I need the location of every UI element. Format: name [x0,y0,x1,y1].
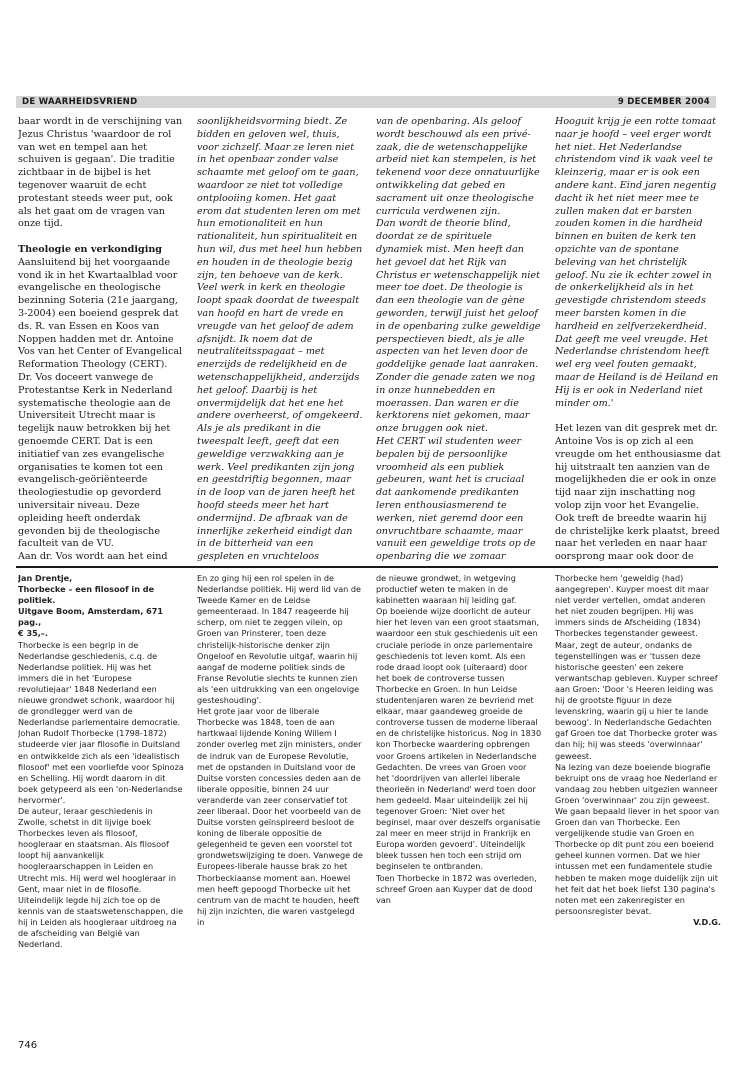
review-paragraph: De auteur, leraar geschiedenis in Zwolle, schetst in dit lijvige boek Thorbeckes leven als filosoof, hoogleraar en staatsman. Als filosoof loopt hij aanvankelijk hoogleraarschappen in Leiden en Utrecht mis. Hij werd wel hoogleraar in Gent, maar niet in de filosofie. Uiteindelijk legde hij zich toe op de kennis van de staatswetenschappen, die hij in Leiden als hoogleraar uitdroeg na de afscheiding van België van Nederland. [18,805,184,950]
review-paragraph: de nieuwe grondwet, in wetgeving productief weten te maken in de kabinetten waaraan hij leiding gaf. [376,573,517,606]
review-paragraph: Thorbecke is een begrip in de Nederlandse geschiedenis, c.q. de Nederlandse politiek. Hij was het immers die in het 'Europese revolutiejaar' 1848 Nederland een nieuwe grondwet schonk, waardoor hij de grondlegger werd van de Nederlandse parlementaire democratie. Johan Rudolf Thorbecke (1798-1872) studeerde vier jaar filosofie in Duitsland en ontwikkelde zich als een 'idealistisch filosoof' met een voorliefde voor Spinoza en Schelling. Hij wordt daarom in dit boek getypeerd als een 'on-Nederlandse hervormer'. [18,639,184,805]
book-publisher: Uitgave Boom, Amsterdam, 671 pag., [18,606,164,628]
review-column-3 [376,573,542,1035]
review-paragraph: Toen Thorbecke in 1872 was overleden, schreef Groen aan Kuyper dat de dood van [376,872,537,905]
interview-answer: soonlijkheidsvorming biedt. Ze bidden en geloven wel, thuis, voor zichzelf. Maar ze leren niet in het openbaar zonder valse schaamte met geloof om te gaan, waardoor ze niet tot volledige ontplooiing komen. Het gaat erom dat studenten leren om met hun emotionaliteit en hun rationaliteit, hun spiritualiteit en hun wil, dus met heel hun hebben en houden in de theologie bezig zijn, ten behoeve van de kerk. [197,116,363,281]
article-column-4 [555,116,721,563]
article-column-2 [197,116,363,563]
paragraph: baar wordt in de verschijning van Jezus Christus 'waardoor de rol van wet en tempel aan het schuiven is gegaan'. Die traditie zichtbaar in de bijbel is het tegenover waaruit de echt protestant steeds weer put, ook als het gaat om de vragen van onze tijd. [18,116,183,230]
issue-date: 9 DECEMBER 2004 [617,97,710,107]
article-column-1 [18,116,184,563]
interview-answer: van de openbaring. Als geloof wordt beschouwd als een privé-zaak, die de wetenschappelijke arbeid niet kan stempelen, is het tekenend voor deze onnatuurlijke ontwikkeling dat gebed en sacrament uit onze theologische curricula verdwenen zijn. [376,116,540,217]
interview-answer: Het CERT wil studenten weer bepalen bij de persoonlijke vroomheid als een publiek gebeuren, want het is cruciaal dat aankomende predikanten leren enthousiasmerend te werken, niet geremd door een onvruchtbare schaamte, maar vanuit een geweldige trots op de openbaring die we zomaar [376,435,536,563]
publication-name: DE WAARHEIDSVRIEND [22,97,138,107]
interview-answer: Als je als predikant in die tweespalt leeft, geeft dat een geweldige verzwakking aan je werk. Veel predikanten zijn jong en geestdriftig begonnen, maar in de loop van de jaren heeft het hoofd steeds meer het hart ondermijnd. De afbraak van de innerlijke zekerheid eindigt dan in de bitterheid van een gespleten en vruchteloos [197,423,356,563]
review-column-2 [197,573,363,1035]
interview-answer: Hooguit krijg je een rotte tomaat naar je hoofd – veel erger wordt het niet. Het Nederlandse christendom vind ik vaak veel te kleinzerig, maar er is ook een andere kant. Eind jaren negentig dacht ik het niet meer mee te zullen maken dat er barsten zouden komen in die hardheid binnen en buiten de kerk ten opzichte van de spontane beleving van het christelijk geloof. Nu zie ik echter zowel in de onkerkelijkheid als in het gevestigde christendom steeds meer barsten komen in die hardheid en zelfverzekerdheid. Dat geeft me veel vreugde. Het Nederlandse christendom heeft wel erg veel fouten gemaakt, maar de Heiland is dé Heiland en Hij is er ook in Nederland niet minder om.' [555,116,719,409]
section-divider [16,566,718,568]
review-paragraph: Het grote jaar voor de liberale Thorbecke was 1848, toen de aan hartkwaal lijdende Koning Willem I zonder overleg met zijn ministers, onder de indruk van de Europese Revolutie, met de opstanden in Duitsland voor de Duitse vorsten concessies deden aan de liberale oppositie, binnen 24 uur veranderde van zeer conservatief tot zeer liberaal. Door het voorbeeld van de Duitse vorsten geïnspireerd besloot de koning de liberale oppositie de gelegenheid te geven een voorstel tot grondwetswijziging te doen. Vanwege de Europees-liberale hausse brak zo het Thorbeckiaanse moment aan. Hoewel men heeft gepoogd Thorbecke uit het centrum van de macht te houden, heeft hij zijn inzichten, die waren vastgelegd in [197,706,363,927]
reviewer-initials: V.D.G. [693,916,721,927]
page-header-bar [16,96,716,108]
interview-answer: Veel werk in kerk en theologie loopt spaak doordat de tweespalt van hoofd en hart de vrede en vreugde van het geloof de adem afsnijdt. Ik noem dat de neutraliteitsspagaat – met enerzijds de redelijkheid en de wetenschappelijkheid, anderzijds het geloof. Daarbij is het onvermijdelijk dat het ene het andere overheerst, of omgekeerd. [197,282,363,422]
page-number: 746 [18,1040,38,1051]
interview-answer: Dan wordt de theorie blind, doordat ze de spirituele dynamiek mist. Men heeft dan het gevoel dat het Rijk van Christus er wetenschappelijk niet meer toe doet. De theologie is dan een theologie van de gène geworden, terwijl juist het geloof in de openbaring zulke geweldige perspectieven biedt, als je alle aspecten van het leven door de goddelijke genade laat aanraken. Zonder die genade zaten we nog in onze hunnebedden en moerassen. Dan waren er die kerktorens niet gekomen, maar onze bruggen ook niet. [376,218,541,435]
book-author: Jan Drentje, [18,573,73,583]
review-column-1 [18,573,184,1035]
review-paragraph: Op boeiende wijze doorlicht de auteur hier het leven van een groot staatsman, waardoor een stuk geschiedenis uit een cruciale periode in onze parlementaire geschiedenis tot leven komt. Als een rode draad loopt ook (uiteraard) door het boek de controverse tussen Thorbecke en Groen. In hun Leidse studentenjaren waren ze bevriend met elkaar, maar gaandeweg groeide de controverse tussen de moderne liberaal en de christelijke historicus. Nog in 1830 kon Thorbecke waardering opbrengen voor Groens artikelen in Nederlandsche Gedachten. De vrees van Groen voor het 'doordrijven van allerlei liberale theorieën in Nederland' werd toen door hem gedeeld. Maar uiteindelijk zei hij tegenover Groen: 'Niet over het beginsel, maar over deszelfs organisatie zal meer en meer strijd in Frankrijk en Europa worden gevoerd'. Uiteindelijk bleek tussen hen toch een strijd om beginselen te ontbranden. [376,606,542,872]
review-paragraph: Thorbecke hem 'geweldig (had) aangegrepen'. Kuyper moest dit maar niet verder vertellen, omdat anderen het niet zouden begrijpen. Hij was immers sinds de Afscheiding (1834) Thorbeckes tegenstander geweest. Maar, zegt de auteur, ondanks de tegenstellingen was er 'tussen deze historische geesten' een zekere verwantschap gebleven. Kuyper schreef aan Groen: 'Door 's Heeren leiding was hij de grootste figuur in deze levenskring, waarin gij u hier te lande bewoog'. In Nederlandsche Gedachten gaf Groen toe dat Thorbecke groter was dan hij; hij was steeds 'overwinnaar' geweest. [555,573,718,761]
book-title: Thorbecke – een filosoof in de politiek. [18,584,155,606]
section-heading: Theologie en verkondiging [18,243,163,255]
review-paragraph: Na lezing van deze boeiende biografie bekruipt ons de vraag hoe Nederland er vandaag zou hebben uitgezien wanneer Groen 'overwinnaar' zou zijn geweest. We gaan bepaald liever in het spoor van Groen dan van Thorbecke. Een vergelijkende studie van Groen en Thorbecke op dit punt zou een boeiend geheel kunnen vormen. Dat we hier intussen met een fundamentele studie hebben te maken moge duidelijk zijn uit het feit dat het boek liefst 130 pagina's noten met een zakenregister en persoonsregister bevat. [555,761,719,916]
article-column-3 [376,116,542,563]
paragraph: Aan dr. Vos wordt aan het eind [18,551,168,563]
review-paragraph: En zo ging hij een rol spelen in de Nederlandse politiek. Hij werd lid van de Tweede Kamer en de Leidse gemeenteraad. In 1847 reageerde hij scherp, om niet te zeggen vilein, op Groen van Prinsterer, toen deze christelijk-historische denker zijn Ongeloof en Revolutie uitgaf, waarin hij aangaf de moderne politiek sinds de Franse Revolutie slechts te kunnen zien als 'een uitdrukking van een ongelovige gesteshouding'. [197,573,361,706]
paragraph: Het lezen van dit gesprek met dr. Antoine Vos is op zich al een vreugde om het enthousiasme dat hij uitstraalt ten aanzien van de mogelijkheden die er ook in onze tijd naar zijn inschatting nog volop zijn voor het Evangelie. Ook treft de breedte waarin hij de christelijke kerk plaatst, breed naar het verleden en naar haar oorsprong maar ook door de [555,423,721,563]
review-column-4 [555,573,721,1035]
paragraph: Aansluitend bij het voorgaande vond ik in het Kwartaalblad voor evangelische en theologische bezinning Soteria (21e jaargang, 3-2004) een boeiend gesprek dat ds. R. van Essen en Koos van Noppen hadden met dr. Antoine Vos van het Center of Evangelical Reformation Theology (CERT). Dr. Vos doceert vanwege de Protestantse Kerk in Nederland systematische theologie aan de Universiteit Utrecht maar is tegelijk nauw betrokken bij het genoemde CERT. Dat is een initiatief van zes evangelische organisaties te komen tot een evangelisch-geöriënteerde theologiestudie op gevorderd universitair niveau. Deze opleiding heeft onderdak gevonden bij de theologische faculteit van de VU. [18,256,183,550]
book-price: € 35,–. [18,628,48,639]
